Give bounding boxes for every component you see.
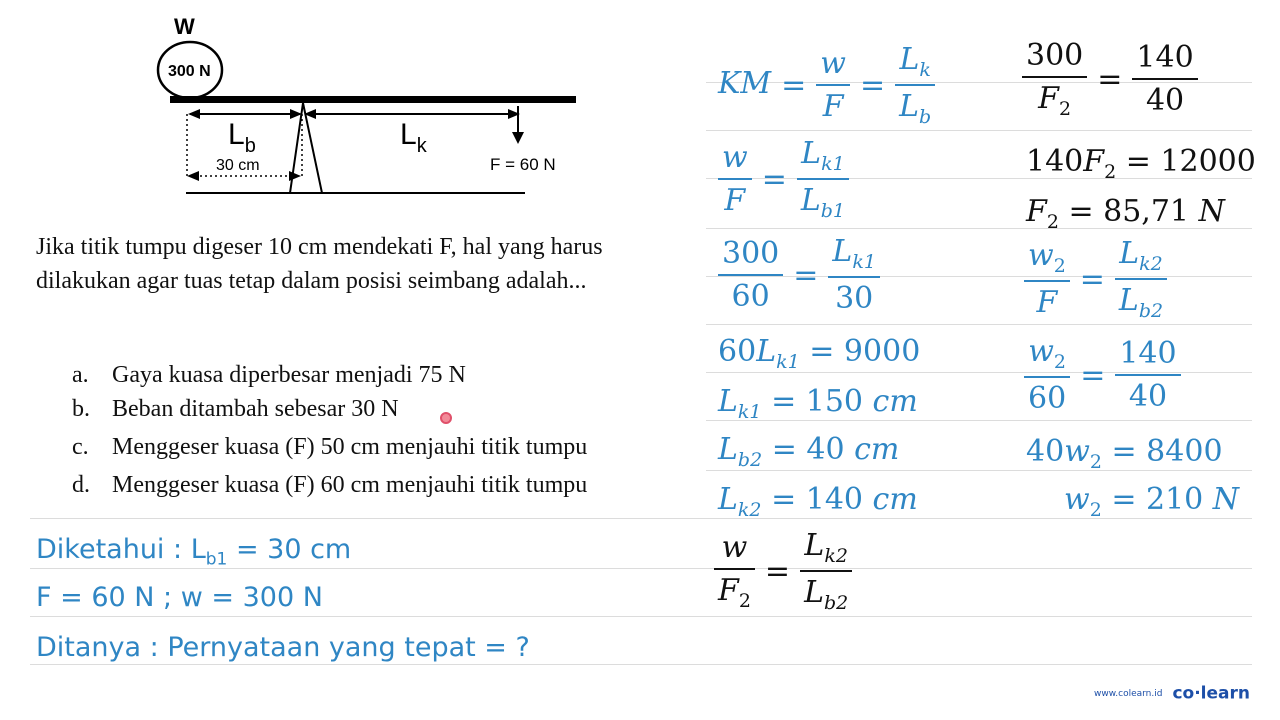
lever-beam — [170, 96, 576, 103]
eq-right-ratio-3: $\frac{w_2}{60}$ = $\frac{140}{40}$ — [1024, 334, 1181, 416]
known-line-2: F = 60 N ; w = 300 N — [36, 582, 323, 613]
eq-lb2: $L_{b2} = 40$ cm — [718, 432, 900, 471]
lb-arrowhead-left — [188, 109, 200, 119]
eq-right-ratio-2: $\frac{w_2}{F}$ = $\frac{L_{k2}}{L_{b2}}$ — [1024, 236, 1167, 322]
eq-right-ratio: $\frac{300}{F_2}$ = $\frac{140}{40}$ — [1022, 38, 1198, 120]
eq-lk2: $L_{k2} = 140$ cm — [718, 482, 918, 521]
rule-line — [706, 130, 1252, 131]
option-text: Beban ditambah sebesar 30 N — [112, 396, 399, 422]
eq-ratio-black: $\frac{w}{F_2}$ = $\frac{L_{k2}}{L_{b2}}$ — [714, 528, 852, 614]
eq-140f2: $140F_2 = 12000$ — [1026, 144, 1256, 183]
option-text: Menggeser kuasa (F) 60 cm menjauhi titik tumpu — [112, 472, 588, 498]
rule-line — [30, 616, 1252, 617]
force-arrowhead — [512, 132, 524, 144]
question-text: Jika titik tumpu digeser 10 cm mendekati F, hal yang harus dilakukan agar tuas tetap dalam posisi seimbang adalah... — [36, 234, 603, 294]
known-line-1: Diketahui : $L_{b1} = 30$ cm — [36, 534, 352, 570]
option-text: Gaya kuasa diperbesar menjadi 75 N — [112, 362, 466, 388]
brand — [1094, 683, 1250, 704]
rule-line — [706, 324, 1252, 325]
option-letter: d. — [72, 472, 90, 498]
eq-km: KM = $\frac{w}{F}$ = $\frac{L_k}{L_b}$ — [718, 42, 935, 128]
load-symbol: W — [174, 14, 195, 39]
option-text: Menggeser kuasa (F) 50 cm menjauhi titik tumpu — [112, 434, 588, 460]
eq-lk1: $L_{k1} = 150$ cm — [718, 384, 918, 423]
brand-url: www.colearn.id — [1094, 688, 1163, 699]
rule-line — [30, 664, 1252, 665]
eq-40w2: $40w_2 = 8400$ — [1026, 434, 1223, 473]
option-d — [72, 472, 587, 499]
option-letter: b. — [72, 396, 90, 422]
option-c — [72, 434, 587, 461]
option-b — [72, 396, 399, 423]
lk-label: $L_k$ — [400, 118, 427, 157]
lever-diagram — [150, 10, 590, 210]
force-label: F = 60 N — [490, 155, 556, 174]
eq-ratio-1: $\frac{w}{F}$ = $\frac{L_{k1}}{L_{b1}}$ — [718, 136, 849, 222]
brand-logo: co·learn — [1172, 683, 1250, 704]
eq-60lk1: $60L_{k1} = 9000$ — [718, 334, 921, 373]
eq-f2-value: $F_2 = 85,71$ N — [1026, 194, 1225, 233]
option-letter: a. — [72, 362, 89, 388]
load-value: 300 N — [168, 63, 211, 80]
distance-arrowhead — [187, 171, 199, 181]
option-letter: c. — [72, 434, 89, 460]
eq-ratio-2: $\frac{300}{60}$ = $\frac{L_{k1}}{30}$ — [718, 234, 880, 316]
distance-label: 30 cm — [216, 157, 260, 174]
cursor-dot — [440, 412, 452, 424]
lb-label: $L_b$ — [228, 118, 256, 157]
option-a — [72, 362, 466, 389]
asked-line: Ditanya : Pernyataan yang tepat = ? — [36, 632, 530, 663]
eq-w2-value: $w_2 = 210$ N — [1064, 482, 1240, 521]
